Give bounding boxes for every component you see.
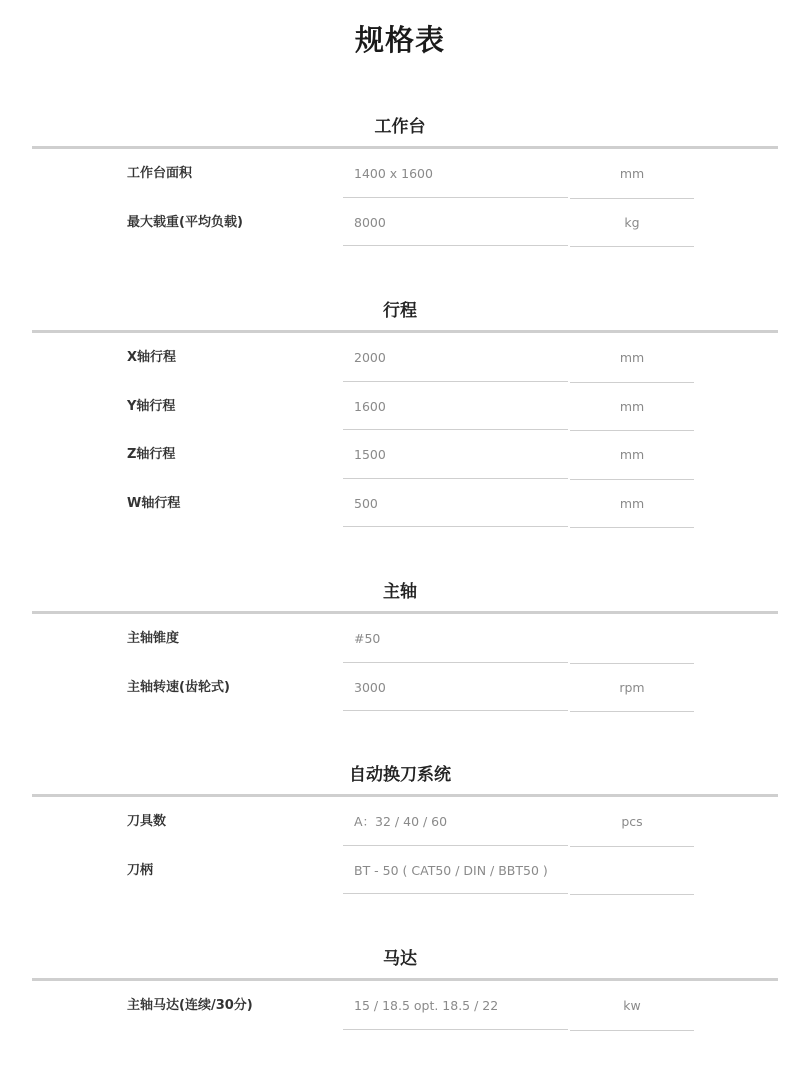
spec-row <box>0 982 800 1031</box>
spec-unit: mm <box>570 431 694 480</box>
spec-unit: mm <box>570 150 694 199</box>
section-divider <box>32 978 778 981</box>
spec-unit: mm <box>570 383 694 432</box>
spec-label: Y轴行程 <box>127 398 176 414</box>
section-divider <box>32 146 778 149</box>
spec-label: 刀具数 <box>127 814 167 829</box>
spec-value: 1400 x 1600 <box>343 150 568 198</box>
section-title: 马达 <box>383 949 417 969</box>
spec-label: 主轴转速(齿轮式) <box>127 679 230 695</box>
spec-row <box>0 480 800 529</box>
spec-row <box>0 847 800 896</box>
page-title: 规格表 <box>354 23 445 57</box>
spec-value: 8000 <box>343 199 568 247</box>
spec-value: 15 / 18.5 opt. 18.5 / 22 <box>343 982 568 1030</box>
spec-unit <box>570 847 694 896</box>
section-divider <box>32 611 778 614</box>
spec-row <box>0 150 800 199</box>
spec-label: 刀柄 <box>127 862 154 878</box>
spec-label: X轴行程 <box>127 350 177 365</box>
spec-value: 3000 <box>343 664 568 712</box>
spec-row <box>0 383 800 432</box>
spec-unit: kg <box>570 199 694 248</box>
spec-unit: pcs <box>570 798 694 847</box>
section-title: 工作台 <box>374 117 426 137</box>
spec-label: W轴行程 <box>127 495 181 511</box>
spec-value: 2000 <box>343 334 568 382</box>
spec-row <box>0 334 800 383</box>
spec-label: Z轴行程 <box>127 447 176 463</box>
spec-value: BT - 50 ( CAT50 / DIN / BBT50 ) <box>343 847 568 895</box>
spec-row <box>0 199 800 248</box>
spec-unit: kw <box>570 982 694 1031</box>
spec-row <box>0 431 800 480</box>
section-divider <box>32 330 778 333</box>
spec-row <box>0 664 800 713</box>
spec-label: 主轴锥度 <box>127 631 180 646</box>
spec-unit: mm <box>570 480 694 529</box>
spec-row <box>0 615 800 664</box>
spec-value: 1500 <box>343 431 568 479</box>
spec-label: 主轴马达(连续/30分) <box>127 998 253 1013</box>
spec-unit: mm <box>570 334 694 383</box>
spec-value: #50 <box>343 615 568 663</box>
section-title: 自动换刀系统 <box>349 765 451 785</box>
spec-label: 最大载重(平均负载) <box>127 214 243 230</box>
section-divider <box>32 794 778 797</box>
spec-value: A：32 / 40 / 60 <box>343 798 568 846</box>
spec-label: 工作台面积 <box>127 166 193 181</box>
section-title: 主轴 <box>383 582 417 602</box>
spec-unit <box>570 615 694 664</box>
spec-row <box>0 798 800 847</box>
spec-value: 500 <box>343 480 568 528</box>
spec-unit: rpm <box>570 664 694 713</box>
spec-value: 1600 <box>343 383 568 431</box>
section-title: 行程 <box>383 301 417 321</box>
